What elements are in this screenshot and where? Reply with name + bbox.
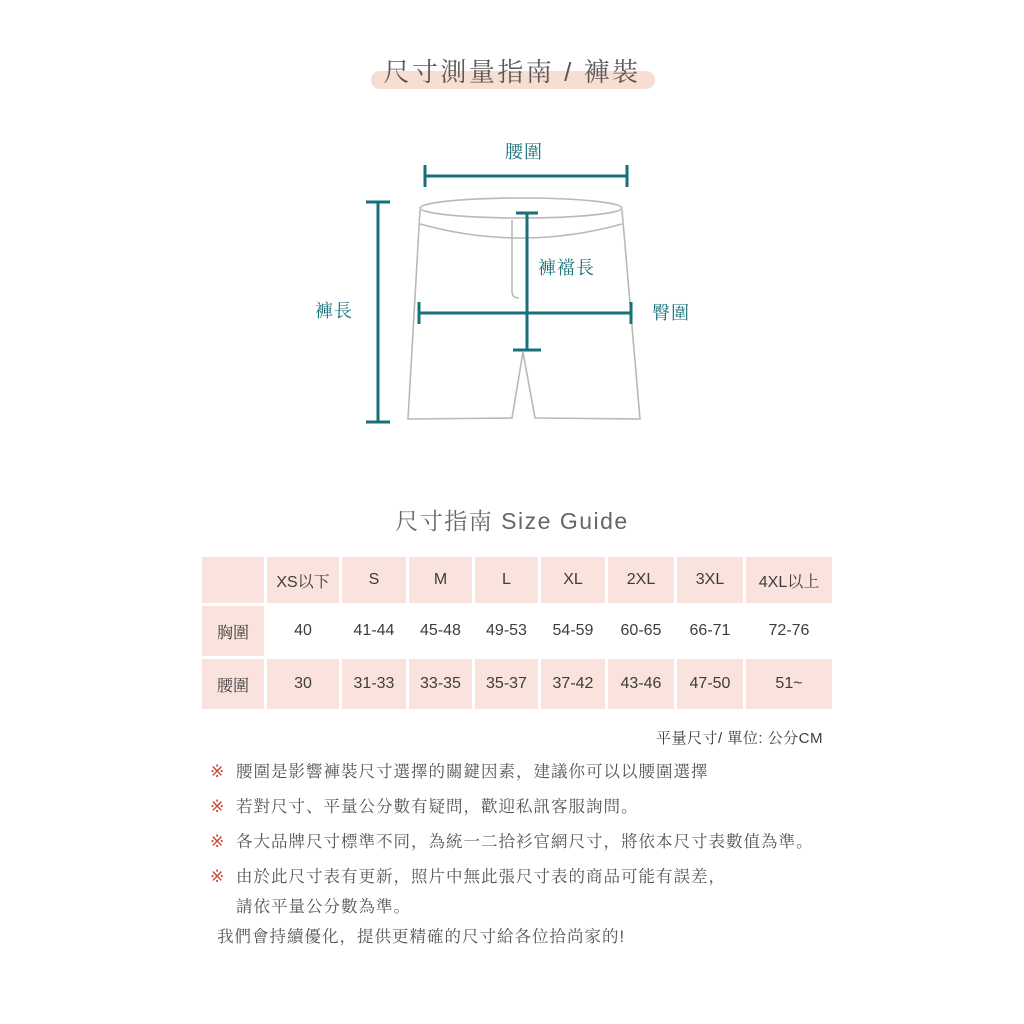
waist-value-l: 35-37 <box>475 659 538 709</box>
size-table <box>199 554 835 712</box>
title-section <box>0 52 1024 89</box>
row-label-chest: 胸圍 <box>202 606 264 656</box>
waistband-ellipse <box>420 198 622 218</box>
waistband-bottom-seam <box>420 224 622 238</box>
note-item <box>210 862 850 922</box>
note-marker-icon: ※ <box>210 762 225 781</box>
waist-value-3xl: 47-50 <box>677 659 743 709</box>
length-label: 褲長 <box>315 301 353 321</box>
note-item <box>210 757 850 787</box>
chest-value-l: 49-53 <box>475 606 538 656</box>
title-inner <box>383 52 640 89</box>
note-line: 腰圍是影響褲裝尺寸選擇的關鍵因素，建議你可以以腰圍選擇 <box>236 763 709 781</box>
note-text <box>236 862 726 922</box>
chest-value-xs: 40 <box>267 606 339 656</box>
chest-value-s: 41-44 <box>342 606 406 656</box>
measurement-lines <box>366 165 631 422</box>
row-label-waist: 腰圍 <box>202 659 264 709</box>
chest-value-3xl: 66-71 <box>677 606 743 656</box>
waist-value-4xl: 51~ <box>746 659 832 709</box>
table-row-waist <box>202 659 832 709</box>
shorts-outline <box>408 198 640 419</box>
waist-value-m: 33-35 <box>409 659 472 709</box>
page-title: 尺寸測量指南 / 褲裝 <box>383 57 641 87</box>
header-cell-m: M <box>409 557 472 603</box>
header-cell-xl: XL <box>541 557 605 603</box>
table-row-chest <box>202 606 832 656</box>
closing-line: 我們會持續優化，提供更精確的尺寸給各位拾尚家的! <box>217 928 626 946</box>
chest-value-2xl: 60-65 <box>608 606 674 656</box>
table-caption: 平量尺寸/ 單位: 公分CM <box>656 730 823 747</box>
waist-value-2xl: 43-46 <box>608 659 674 709</box>
waist-value-xs: 30 <box>267 659 339 709</box>
waist-value-xl: 37-42 <box>541 659 605 709</box>
crotch-label: 褲襠長 <box>538 258 595 278</box>
note-text <box>236 792 639 822</box>
size-guide-heading: 尺寸指南 Size Guide <box>395 508 629 534</box>
note-line: 各大品牌尺寸標準不同，為統一二拾衫官網尺寸，將依本尺寸表數值為準。 <box>236 833 814 851</box>
note-item <box>210 792 850 822</box>
waist-value-s: 31-33 <box>342 659 406 709</box>
note-marker-icon: ※ <box>210 867 225 886</box>
header-cell-empty <box>202 557 264 603</box>
pants-diagram-svg <box>300 130 760 460</box>
note-item <box>210 827 850 857</box>
fly-seam <box>512 220 519 298</box>
header-cell-3xl: 3XL <box>677 557 743 603</box>
note-line: 請依平量公分數為準。 <box>236 898 411 916</box>
header-cell-s: S <box>342 557 406 603</box>
note-marker-icon: ※ <box>210 832 225 851</box>
table-header-row <box>202 557 832 603</box>
waist-label: 腰圍 <box>505 142 543 162</box>
note-marker-icon: ※ <box>210 797 225 816</box>
note-text <box>236 757 709 787</box>
pants-measurement-diagram <box>300 130 760 460</box>
note-text <box>236 827 814 857</box>
header-cell-l: L <box>475 557 538 603</box>
hip-label: 臀圍 <box>652 303 690 323</box>
chest-value-4xl: 72-76 <box>746 606 832 656</box>
chest-value-xl: 54-59 <box>541 606 605 656</box>
note-line: 由於此尺寸表有更新，照片中無此張尺寸表的商品可能有誤差， <box>236 868 726 886</box>
chest-value-m: 45-48 <box>409 606 472 656</box>
notes-section <box>210 757 850 927</box>
note-line: 若對尺寸、平量公分數有疑問，歡迎私訊客服詢問。 <box>236 798 639 816</box>
header-cell-xs: XS以下 <box>267 557 339 603</box>
header-cell-2xl: 2XL <box>608 557 674 603</box>
header-cell-4xl: 4XL以上 <box>746 557 832 603</box>
